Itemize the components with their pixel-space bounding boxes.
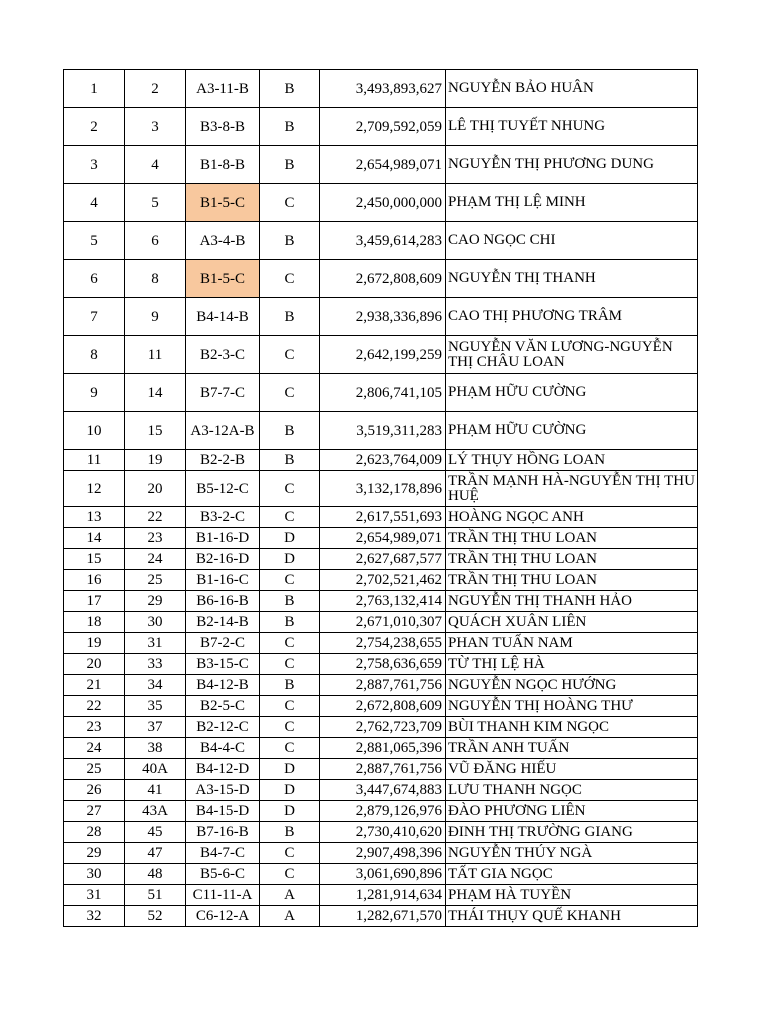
table-row xyxy=(64,70,698,108)
owner-name-cell: PHẠM HỮU CƯỜNG xyxy=(446,412,698,450)
record-number-cell: 29 xyxy=(125,591,186,612)
apartment-code-cell: A3-4-B xyxy=(186,222,260,260)
price-cell: 3,459,614,283 xyxy=(320,222,446,260)
apartment-code-cell: B4-4-C xyxy=(186,738,260,759)
apartment-code-cell: B7-2-C xyxy=(186,633,260,654)
owner-name-cell: BÙI THANH KIM NGỌC xyxy=(446,717,698,738)
table-row xyxy=(64,336,698,374)
apartment-code-cell: B4-15-D xyxy=(186,801,260,822)
owner-name-cell: ĐINH THỊ TRƯỜNG GIANG xyxy=(446,822,698,843)
record-number-cell: 52 xyxy=(125,906,186,927)
owner-name-cell: TRẦN MẠNH HÀ-NGUYỄN THỊ THU HUỆ xyxy=(446,471,698,507)
price-cell: 2,887,761,756 xyxy=(320,675,446,696)
apartment-type-cell: D xyxy=(260,528,320,549)
owner-name-cell: QUÁCH XUÂN LIÊN xyxy=(446,612,698,633)
apartment-code-cell: B1-16-C xyxy=(186,570,260,591)
table-row xyxy=(64,260,698,298)
price-cell: 2,627,687,577 xyxy=(320,549,446,570)
apartment-code-cell: B6-16-B xyxy=(186,591,260,612)
owner-name-cell: HOÀNG NGỌC ANH xyxy=(446,507,698,528)
owner-name-cell: ĐÀO PHƯƠNG LIÊN xyxy=(446,801,698,822)
apartment-type-cell: D xyxy=(260,780,320,801)
owner-name-cell: LÝ THỤY HỒNG LOAN xyxy=(446,450,698,471)
record-number-cell: 51 xyxy=(125,885,186,906)
table-row xyxy=(64,822,698,843)
row-number-cell: 23 xyxy=(64,717,125,738)
apartment-code-cell: B4-12-D xyxy=(186,759,260,780)
owner-name-cell: NGUYỄN THỊ HOÀNG THƯ xyxy=(446,696,698,717)
table-row xyxy=(64,885,698,906)
apartment-type-cell: C xyxy=(260,738,320,759)
owner-name-cell: NGUYỄN NGỌC HƯỚNG xyxy=(446,675,698,696)
price-cell: 3,132,178,896 xyxy=(320,471,446,507)
record-number-cell: 11 xyxy=(125,336,186,374)
apartment-type-cell: B xyxy=(260,675,320,696)
price-cell: 2,617,551,693 xyxy=(320,507,446,528)
table-row xyxy=(64,591,698,612)
row-number-cell: 2 xyxy=(64,108,125,146)
apartment-type-cell: C xyxy=(260,696,320,717)
apartment-list-table xyxy=(63,69,698,927)
row-number-cell: 32 xyxy=(64,906,125,927)
price-cell: 3,519,311,283 xyxy=(320,412,446,450)
record-number-cell: 47 xyxy=(125,843,186,864)
table-row xyxy=(64,528,698,549)
apartment-type-cell: C xyxy=(260,260,320,298)
apartment-code-cell: B2-12-C xyxy=(186,717,260,738)
price-cell: 2,730,410,620 xyxy=(320,822,446,843)
table-row xyxy=(64,633,698,654)
row-number-cell: 30 xyxy=(64,864,125,885)
table-row xyxy=(64,549,698,570)
apartment-type-cell: C xyxy=(260,184,320,222)
price-cell: 1,281,914,634 xyxy=(320,885,446,906)
owner-name-cell: PHAN TUẤN NAM xyxy=(446,633,698,654)
table-row xyxy=(64,654,698,675)
apartment-type-cell: B xyxy=(260,298,320,336)
price-cell: 1,282,671,570 xyxy=(320,906,446,927)
record-number-cell: 22 xyxy=(125,507,186,528)
owner-name-cell: NGUYỄN VĂN LƯƠNG-NGUYỄN THỊ CHÂU LOAN xyxy=(446,336,698,374)
apartment-type-cell: B xyxy=(260,108,320,146)
apartment-code-cell: B1-5-C xyxy=(186,184,260,222)
price-cell: 2,623,764,009 xyxy=(320,450,446,471)
row-number-cell: 27 xyxy=(64,801,125,822)
record-number-cell: 5 xyxy=(125,184,186,222)
apartment-type-cell: B xyxy=(260,146,320,184)
record-number-cell: 33 xyxy=(125,654,186,675)
apartment-type-cell: C xyxy=(260,507,320,528)
record-number-cell: 37 xyxy=(125,717,186,738)
apartment-code-cell: B4-12-B xyxy=(186,675,260,696)
price-cell: 2,762,723,709 xyxy=(320,717,446,738)
row-number-cell: 11 xyxy=(64,450,125,471)
row-number-cell: 15 xyxy=(64,549,125,570)
apartment-type-cell: B xyxy=(260,70,320,108)
price-cell: 2,671,010,307 xyxy=(320,612,446,633)
price-cell: 2,907,498,396 xyxy=(320,843,446,864)
apartment-code-cell: B1-8-B xyxy=(186,146,260,184)
record-number-cell: 30 xyxy=(125,612,186,633)
table-row xyxy=(64,717,698,738)
row-number-cell: 14 xyxy=(64,528,125,549)
table-row xyxy=(64,374,698,412)
apartment-code-cell: B3-2-C xyxy=(186,507,260,528)
apartment-type-cell: B xyxy=(260,450,320,471)
price-cell: 2,806,741,105 xyxy=(320,374,446,412)
record-number-cell: 15 xyxy=(125,412,186,450)
apartment-code-cell: B7-16-B xyxy=(186,822,260,843)
apartment-code-cell: B2-5-C xyxy=(186,696,260,717)
table-row xyxy=(64,612,698,633)
apartment-type-cell: C xyxy=(260,654,320,675)
apartment-type-cell: C xyxy=(260,471,320,507)
owner-name-cell: TẤT GIA NGỌC xyxy=(446,864,698,885)
table-row xyxy=(64,450,698,471)
owner-name-cell: PHẠM HÀ TUYỀN xyxy=(446,885,698,906)
row-number-cell: 7 xyxy=(64,298,125,336)
apartment-code-cell: C11-11-A xyxy=(186,885,260,906)
apartment-type-cell: B xyxy=(260,222,320,260)
record-number-cell: 14 xyxy=(125,374,186,412)
apartment-type-cell: B xyxy=(260,591,320,612)
table-row xyxy=(64,146,698,184)
record-number-cell: 41 xyxy=(125,780,186,801)
record-number-cell: 4 xyxy=(125,146,186,184)
record-number-cell: 25 xyxy=(125,570,186,591)
row-number-cell: 21 xyxy=(64,675,125,696)
price-cell: 2,881,065,396 xyxy=(320,738,446,759)
owner-name-cell: VŨ ĐĂNG HIẾU xyxy=(446,759,698,780)
record-number-cell: 38 xyxy=(125,738,186,759)
table-row xyxy=(64,801,698,822)
row-number-cell: 31 xyxy=(64,885,125,906)
owner-name-cell: LƯU THANH NGỌC xyxy=(446,780,698,801)
owner-name-cell: CAO THỊ PHƯƠNG TRÂM xyxy=(446,298,698,336)
table-row xyxy=(64,222,698,260)
row-number-cell: 28 xyxy=(64,822,125,843)
apartment-type-cell: C xyxy=(260,717,320,738)
owner-name-cell: NGUYỄN THỊ THANH xyxy=(446,260,698,298)
owner-name-cell: NGUYỄN BẢO HUÂN xyxy=(446,70,698,108)
owner-name-cell: CAO NGỌC CHI xyxy=(446,222,698,260)
row-number-cell: 16 xyxy=(64,570,125,591)
table-row xyxy=(64,570,698,591)
apartment-code-cell: B2-14-B xyxy=(186,612,260,633)
table-row xyxy=(64,759,698,780)
apartment-code-cell: B1-16-D xyxy=(186,528,260,549)
table-row xyxy=(64,412,698,450)
apartment-type-cell: C xyxy=(260,843,320,864)
owner-name-cell: TRẦN ANH TUẤN xyxy=(446,738,698,759)
row-number-cell: 1 xyxy=(64,70,125,108)
price-cell: 2,887,761,756 xyxy=(320,759,446,780)
apartment-type-cell: A xyxy=(260,885,320,906)
apartment-code-cell: A3-11-B xyxy=(186,70,260,108)
owner-name-cell: TRẦN THỊ THU LOAN xyxy=(446,570,698,591)
table-row xyxy=(64,471,698,507)
row-number-cell: 8 xyxy=(64,336,125,374)
row-number-cell: 18 xyxy=(64,612,125,633)
record-number-cell: 48 xyxy=(125,864,186,885)
record-number-cell: 19 xyxy=(125,450,186,471)
price-cell: 2,672,808,609 xyxy=(320,260,446,298)
row-number-cell: 17 xyxy=(64,591,125,612)
table-row xyxy=(64,298,698,336)
owner-name-cell: PHẠM HỮU CƯỜNG xyxy=(446,374,698,412)
record-number-cell: 34 xyxy=(125,675,186,696)
price-cell: 2,450,000,000 xyxy=(320,184,446,222)
apartment-type-cell: C xyxy=(260,570,320,591)
record-number-cell: 40A xyxy=(125,759,186,780)
apartment-type-cell: C xyxy=(260,864,320,885)
row-number-cell: 22 xyxy=(64,696,125,717)
price-cell: 2,763,132,414 xyxy=(320,591,446,612)
price-cell: 2,642,199,259 xyxy=(320,336,446,374)
apartment-type-cell: C xyxy=(260,336,320,374)
price-cell: 2,654,989,071 xyxy=(320,528,446,549)
apartment-code-cell: A3-12A-B xyxy=(186,412,260,450)
row-number-cell: 24 xyxy=(64,738,125,759)
record-number-cell: 9 xyxy=(125,298,186,336)
owner-name-cell: NGUYỄN THỊ PHƯƠNG DUNG xyxy=(446,146,698,184)
table-row xyxy=(64,675,698,696)
apartment-type-cell: C xyxy=(260,633,320,654)
apartment-type-cell: D xyxy=(260,801,320,822)
owner-name-cell: NGUYỄN THỊ THANH HẢO xyxy=(446,591,698,612)
price-cell: 2,709,592,059 xyxy=(320,108,446,146)
record-number-cell: 3 xyxy=(125,108,186,146)
price-cell: 2,758,636,659 xyxy=(320,654,446,675)
row-number-cell: 29 xyxy=(64,843,125,864)
record-number-cell: 35 xyxy=(125,696,186,717)
record-number-cell: 23 xyxy=(125,528,186,549)
owner-name-cell: LÊ THỊ TUYẾT NHUNG xyxy=(446,108,698,146)
apartment-code-cell: B2-3-C xyxy=(186,336,260,374)
row-number-cell: 6 xyxy=(64,260,125,298)
apartment-type-cell: B xyxy=(260,412,320,450)
price-cell: 2,879,126,976 xyxy=(320,801,446,822)
table-row xyxy=(64,780,698,801)
apartment-code-cell: B5-12-C xyxy=(186,471,260,507)
apartment-code-cell: B4-14-B xyxy=(186,298,260,336)
row-number-cell: 20 xyxy=(64,654,125,675)
owner-name-cell: NGUYỄN THÚY NGÀ xyxy=(446,843,698,864)
apartment-type-cell: C xyxy=(260,374,320,412)
record-number-cell: 31 xyxy=(125,633,186,654)
table-body xyxy=(64,70,698,927)
record-number-cell: 8 xyxy=(125,260,186,298)
row-number-cell: 10 xyxy=(64,412,125,450)
apartment-type-cell: B xyxy=(260,822,320,843)
record-number-cell: 20 xyxy=(125,471,186,507)
price-cell: 2,702,521,462 xyxy=(320,570,446,591)
table-row xyxy=(64,906,698,927)
apartment-code-cell: B2-2-B xyxy=(186,450,260,471)
table-row xyxy=(64,738,698,759)
table-row xyxy=(64,864,698,885)
record-number-cell: 24 xyxy=(125,549,186,570)
table-row xyxy=(64,696,698,717)
price-cell: 2,754,238,655 xyxy=(320,633,446,654)
apartment-code-cell: B2-16-D xyxy=(186,549,260,570)
row-number-cell: 13 xyxy=(64,507,125,528)
record-number-cell: 43A xyxy=(125,801,186,822)
price-cell: 3,447,674,883 xyxy=(320,780,446,801)
row-number-cell: 25 xyxy=(64,759,125,780)
price-cell: 2,672,808,609 xyxy=(320,696,446,717)
owner-name-cell: TỪ THỊ LỆ HÀ xyxy=(446,654,698,675)
apartment-type-cell: B xyxy=(260,612,320,633)
row-number-cell: 4 xyxy=(64,184,125,222)
apartment-code-cell: C6-12-A xyxy=(186,906,260,927)
record-number-cell: 45 xyxy=(125,822,186,843)
table-row xyxy=(64,843,698,864)
table-row xyxy=(64,507,698,528)
apartment-type-cell: D xyxy=(260,759,320,780)
table-row xyxy=(64,184,698,222)
owner-name-cell: PHẠM THỊ LỆ MINH xyxy=(446,184,698,222)
apartment-code-cell: B7-7-C xyxy=(186,374,260,412)
owner-name-cell: TRẦN THỊ THU LOAN xyxy=(446,549,698,570)
price-cell: 2,654,989,071 xyxy=(320,146,446,184)
apartment-code-cell: B4-7-C xyxy=(186,843,260,864)
price-cell: 3,493,893,627 xyxy=(320,70,446,108)
apartment-code-cell: B1-5-C xyxy=(186,260,260,298)
apartment-type-cell: A xyxy=(260,906,320,927)
record-number-cell: 2 xyxy=(125,70,186,108)
apartment-type-cell: D xyxy=(260,549,320,570)
apartment-code-cell: A3-15-D xyxy=(186,780,260,801)
price-cell: 2,938,336,896 xyxy=(320,298,446,336)
row-number-cell: 3 xyxy=(64,146,125,184)
price-cell: 3,061,690,896 xyxy=(320,864,446,885)
apartment-code-cell: B3-15-C xyxy=(186,654,260,675)
row-number-cell: 5 xyxy=(64,222,125,260)
row-number-cell: 9 xyxy=(64,374,125,412)
row-number-cell: 26 xyxy=(64,780,125,801)
owner-name-cell: THÁI THỤY QUẾ KHANH xyxy=(446,906,698,927)
table-row xyxy=(64,108,698,146)
record-number-cell: 6 xyxy=(125,222,186,260)
apartment-code-cell: B5-6-C xyxy=(186,864,260,885)
owner-name-cell: TRẦN THỊ THU LOAN xyxy=(446,528,698,549)
apartment-code-cell: B3-8-B xyxy=(186,108,260,146)
row-number-cell: 12 xyxy=(64,471,125,507)
row-number-cell: 19 xyxy=(64,633,125,654)
